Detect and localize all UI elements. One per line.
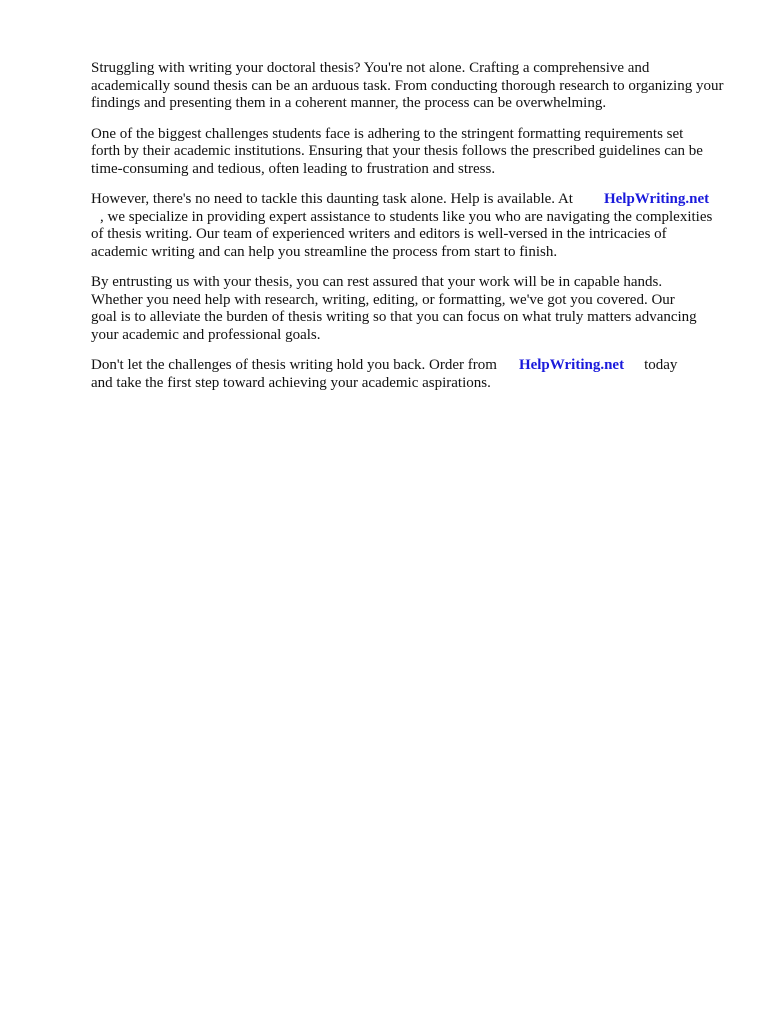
- paragraph-formatting: [91, 126, 716, 179]
- document-page: [91, 60, 731, 405]
- paragraph-order-text-today: today: [644, 357, 678, 373]
- paragraph-entrusting-text: By entrusting us with your thesis, you can rest assured that your work will be in capable hands. Whether you need help with research, writing, editing, or formatting, we've got you covered. Our goal is to alleviate the burden of thesis writing so that you can focus on what truly matters advancing your academic and professional goals.: [91, 274, 697, 343]
- helpwriting-link-1[interactable]: HelpWriting.net: [603, 191, 710, 207]
- paragraph-help-text-before: However, there's no need to tackle this daunting task alone. Help is available. At: [91, 191, 573, 207]
- paragraph-order-text-before: Don't let the challenges of thesis writing hold you back. Order from: [91, 357, 497, 373]
- paragraph-entrusting: [91, 274, 703, 344]
- helpwriting-link-2[interactable]: HelpWriting.net: [518, 357, 625, 373]
- paragraph-order: [91, 357, 711, 392]
- paragraph-help-available: [91, 191, 726, 261]
- paragraph-intro: [91, 60, 726, 113]
- paragraph-intro-text: Struggling with writing your doctoral thesis? You're not alone. Crafting a comprehensive and academically sound thesis can be an arduous task. From conducting thorough research to organizing your findings and presenting them in a coherent manner, the process can be overwhelming.: [91, 60, 724, 111]
- paragraph-help-text-after: , we specialize in providing expert assistance to students like you who are navigating the complexities of thesis writing. Our team of experienced writers and editors is well-versed in the intricacies of academic writing and can help you streamline the process from start to finish.: [91, 208, 713, 260]
- paragraph-formatting-text: One of the biggest challenges students face is adhering to the stringent formatting requirements set forth by their academic institutions. Ensuring that your thesis follows the prescribed guidelines can be time-consuming and tedious, often leading to frustration and stress.: [91, 125, 703, 177]
- paragraph-order-text-after: and take the first step toward achieving your academic aspirations.: [91, 374, 491, 391]
